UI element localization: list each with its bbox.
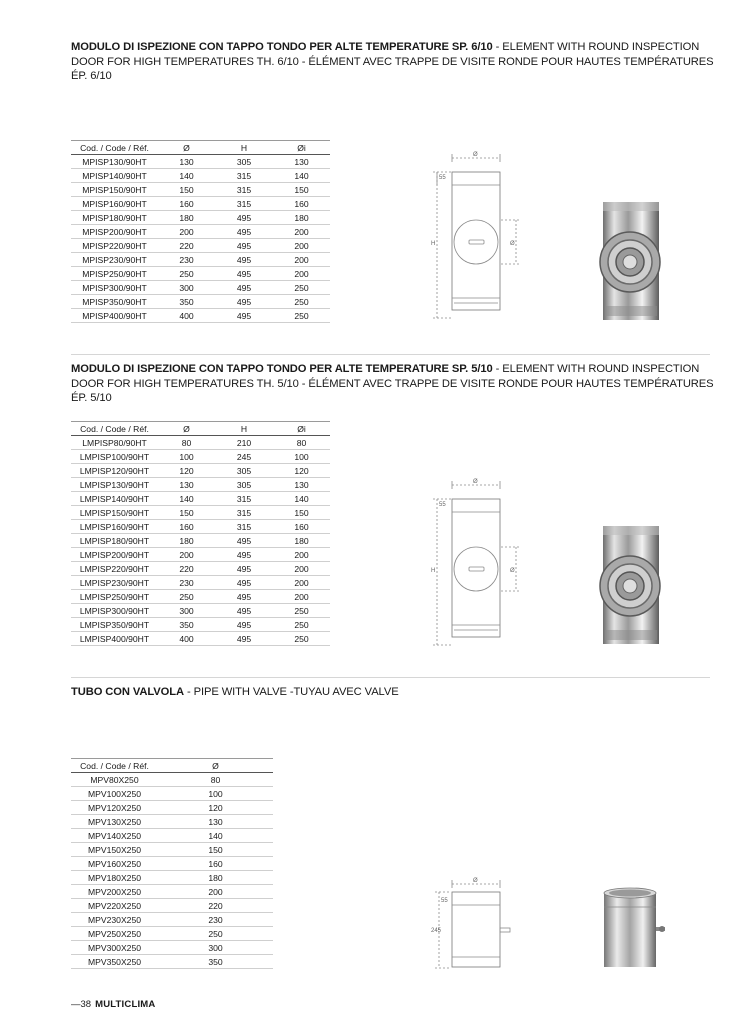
cell-value: 130 [158, 155, 215, 169]
cell-code: MPV130X250 [71, 815, 158, 829]
section-1-title-rest: - ELEMENT WITH ROUND INSPECTION DOOR FOR HIGH TEMPERATURES TH. 6/10 - ÉLÉMENT AVEC TRAPPE DE VISITE RONDE POUR HAUTES TEMPÉRATURES ÉP. 6/10 [71, 41, 714, 83]
cell-value: 495 [215, 225, 273, 239]
dim-h-label: H [431, 241, 436, 247]
table-row [71, 492, 330, 506]
cell-value: 495 [215, 211, 273, 225]
table-header-row [71, 759, 273, 773]
section-2-title-rest: - ELEMENT WITH ROUND INSPECTION DOOR FOR HIGH TEMPERATURES TH. 5/10 - ÉLÉMENT AVEC TRAPPE DE VISITE RONDE POUR HAUTES TEMPÉRATURES ÉP. 5/10 [71, 363, 714, 405]
table-row [71, 267, 330, 281]
section-1-table [71, 140, 330, 323]
cell-code: MPISP130/90HT [71, 155, 158, 169]
table-row [71, 955, 273, 969]
cell-value: 495 [215, 267, 273, 281]
section-1-product-photo [594, 198, 666, 325]
table-row [71, 899, 273, 913]
cell-value: 315 [215, 197, 273, 211]
cell-value: 350 [158, 618, 215, 632]
cell-code: MPISP230/90HT [71, 253, 158, 267]
table-row [71, 787, 273, 801]
cell-code: MPISP150/90HT [71, 183, 158, 197]
cell-value: 180 [158, 534, 215, 548]
section-divider [71, 677, 710, 678]
table-row [71, 464, 330, 478]
dim-top-label: Ø [473, 479, 478, 485]
cell-code: LMPISP150/90HT [71, 506, 158, 520]
cell-value: 350 [158, 955, 273, 969]
section-1-title-bold: MODULO DI ISPEZIONE CON TAPPO TONDO PER ALTE TEMPERATURE SP. 6/10 [71, 41, 493, 53]
table-row [71, 941, 273, 955]
section-2-product-photo [594, 522, 666, 649]
dim-d-label: Ø [510, 568, 515, 574]
dim-55-label: 55 [439, 175, 446, 181]
cell-code: LMPISP120/90HT [71, 464, 158, 478]
table-row [71, 857, 273, 871]
cell-value: 315 [215, 506, 273, 520]
table-row [71, 927, 273, 941]
cell-value: 250 [273, 295, 330, 309]
dim-55-label: 55 [439, 502, 446, 508]
cell-value: 495 [215, 281, 273, 295]
cell-code: MPV350X250 [71, 955, 158, 969]
table-row [71, 520, 330, 534]
cell-value: 250 [273, 309, 330, 323]
cell-code: MPV300X250 [71, 941, 158, 955]
cell-value: 140 [158, 169, 215, 183]
cell-value: 150 [158, 183, 215, 197]
cell-value: 150 [273, 183, 330, 197]
table-header-row [71, 141, 330, 155]
cell-value: 180 [273, 211, 330, 225]
cell-code: MPISP300/90HT [71, 281, 158, 295]
cell-value: 200 [273, 576, 330, 590]
col-diameter: Ø [158, 141, 215, 155]
col-diameter: Ø [158, 422, 215, 436]
cell-value: 400 [158, 309, 215, 323]
cell-code: MPV120X250 [71, 801, 158, 815]
cell-value: 250 [158, 590, 215, 604]
table-row [71, 913, 273, 927]
table-row [71, 506, 330, 520]
cell-value: 300 [158, 281, 215, 295]
cell-value: 150 [158, 843, 273, 857]
cell-code: LMPISP220/90HT [71, 562, 158, 576]
cell-code: LMPISP200/90HT [71, 548, 158, 562]
table-row [71, 211, 330, 225]
cell-value: 250 [158, 927, 273, 941]
cell-value: 315 [215, 169, 273, 183]
cell-value: 305 [215, 464, 273, 478]
cell-value: 230 [158, 576, 215, 590]
section-3-product-photo [600, 885, 666, 970]
dim-d-label: Ø [510, 241, 515, 247]
cell-value: 80 [158, 773, 273, 787]
cell-code: MPV180X250 [71, 871, 158, 885]
cell-value: 200 [158, 225, 215, 239]
cell-code: MPV140X250 [71, 829, 158, 843]
cell-value: 80 [273, 436, 330, 450]
section-3-title-rest: - PIPE WITH VALVE -TUYAU AVEC VALVE [183, 686, 399, 698]
cell-value: 300 [158, 941, 273, 955]
cell-value: 495 [215, 618, 273, 632]
cell-code: LMPISP100/90HT [71, 450, 158, 464]
cell-value: 495 [215, 576, 273, 590]
cell-value: 315 [215, 492, 273, 506]
cell-value: 495 [215, 604, 273, 618]
col-height: H [215, 141, 273, 155]
table-row [71, 562, 330, 576]
dim-top-label: Ø [473, 878, 478, 884]
cell-value: 160 [158, 520, 215, 534]
page-number: 38 [80, 999, 92, 1010]
cell-value: 315 [215, 520, 273, 534]
cell-value: 150 [273, 506, 330, 520]
cell-code: MPISP180/90HT [71, 211, 158, 225]
cell-value: 350 [158, 295, 215, 309]
cell-code: MPISP140/90HT [71, 169, 158, 183]
col-code: Cod. / Code / Réf. [71, 422, 158, 436]
cell-code: MPV230X250 [71, 913, 158, 927]
cell-value: 250 [273, 632, 330, 646]
cell-code: LMPISP350/90HT [71, 618, 158, 632]
col-height: H [215, 422, 273, 436]
cell-value: 495 [215, 590, 273, 604]
cell-value: 100 [158, 450, 215, 464]
cell-value: 495 [215, 548, 273, 562]
table-row [71, 815, 273, 829]
cell-value: 160 [158, 857, 273, 871]
cell-value: 305 [215, 478, 273, 492]
section-2-technical-drawing [425, 475, 540, 655]
table-row [71, 576, 330, 590]
col-inner-diameter: Øi [273, 141, 330, 155]
cell-value: 220 [158, 899, 273, 913]
cell-value: 495 [215, 295, 273, 309]
cell-value: 495 [215, 239, 273, 253]
table-row [71, 281, 330, 295]
table-row [71, 295, 330, 309]
cell-code: MPV100X250 [71, 787, 158, 801]
cell-code: LMPISP140/90HT [71, 492, 158, 506]
cell-value: 210 [215, 436, 273, 450]
cell-value: 200 [273, 548, 330, 562]
table-row [71, 183, 330, 197]
table-row [71, 548, 330, 562]
table-row [71, 197, 330, 211]
table-row [71, 155, 330, 169]
cell-code: MPISP220/90HT [71, 239, 158, 253]
section-1-heading [71, 40, 721, 84]
table-row [71, 829, 273, 843]
cell-code: LMPISP180/90HT [71, 534, 158, 548]
cell-code: LMPISP80/90HT [71, 436, 158, 450]
cell-code: LMPISP400/90HT [71, 632, 158, 646]
cell-value: 160 [158, 197, 215, 211]
col-diameter: Ø [158, 759, 273, 773]
col-code: Cod. / Code / Réf. [71, 141, 158, 155]
cell-code: MPV200X250 [71, 885, 158, 899]
cell-value: 180 [273, 534, 330, 548]
brand-name: MULTICLIMA [95, 999, 156, 1010]
section-3-technical-drawing [428, 874, 523, 972]
cell-value: 200 [273, 267, 330, 281]
cell-value: 120 [158, 801, 273, 815]
table-row [71, 871, 273, 885]
page-footer [71, 999, 155, 1010]
section-2-heading [71, 362, 721, 406]
table-row [71, 450, 330, 464]
cell-value: 400 [158, 632, 215, 646]
cell-code: MPV160X250 [71, 857, 158, 871]
table-row [71, 801, 273, 815]
table-row [71, 632, 330, 646]
table-row [71, 253, 330, 267]
cell-code: MPV220X250 [71, 899, 158, 913]
cell-value: 495 [215, 253, 273, 267]
cell-code: MPV250X250 [71, 927, 158, 941]
cell-code: MPISP160/90HT [71, 197, 158, 211]
table-row [71, 239, 330, 253]
cell-value: 140 [158, 492, 215, 506]
cell-value: 120 [158, 464, 215, 478]
section-2-table [71, 421, 330, 646]
section-3-table [71, 758, 273, 969]
table-row [71, 478, 330, 492]
cell-value: 250 [273, 281, 330, 295]
table-row [71, 885, 273, 899]
cell-code: MPV150X250 [71, 843, 158, 857]
cell-value: 100 [158, 787, 273, 801]
cell-value: 250 [158, 267, 215, 281]
cell-code: LMPISP300/90HT [71, 604, 158, 618]
dim-h-label: H [431, 568, 436, 574]
cell-value: 200 [273, 253, 330, 267]
cell-value: 495 [215, 562, 273, 576]
cell-value: 140 [158, 829, 273, 843]
cell-code: MPV80X250 [71, 773, 158, 787]
cell-code: MPISP200/90HT [71, 225, 158, 239]
cell-value: 130 [158, 478, 215, 492]
cell-value: 230 [158, 253, 215, 267]
dim-55-label: 55 [441, 898, 448, 904]
section-divider [71, 354, 710, 355]
section-3-heading [71, 685, 721, 700]
table-row [71, 225, 330, 239]
table-row [71, 309, 330, 323]
cell-value: 130 [273, 155, 330, 169]
cell-value: 140 [273, 492, 330, 506]
cell-value: 300 [158, 604, 215, 618]
cell-value: 80 [158, 436, 215, 450]
footer-dash: — [71, 999, 81, 1010]
cell-value: 180 [158, 871, 273, 885]
cell-value: 180 [158, 211, 215, 225]
cell-value: 250 [273, 618, 330, 632]
section-1-technical-drawing [425, 148, 540, 328]
table-row [71, 534, 330, 548]
cell-value: 120 [273, 464, 330, 478]
cell-value: 160 [273, 197, 330, 211]
cell-code: LMPISP160/90HT [71, 520, 158, 534]
cell-value: 130 [158, 815, 273, 829]
table-row [71, 436, 330, 450]
cell-code: LMPISP230/90HT [71, 576, 158, 590]
dim-h-label: 245 [431, 928, 442, 934]
cell-value: 200 [158, 548, 215, 562]
cell-value: 100 [273, 450, 330, 464]
cell-value: 200 [273, 590, 330, 604]
section-2-title-bold: MODULO DI ISPEZIONE CON TAPPO TONDO PER ALTE TEMPERATURE SP. 5/10 [71, 363, 493, 375]
cell-value: 495 [215, 632, 273, 646]
cell-value: 315 [215, 183, 273, 197]
cell-value: 200 [273, 562, 330, 576]
cell-value: 200 [273, 225, 330, 239]
cell-code: MPISP250/90HT [71, 267, 158, 281]
cell-value: 140 [273, 169, 330, 183]
table-row [71, 590, 330, 604]
cell-code: LMPISP130/90HT [71, 478, 158, 492]
table-row [71, 169, 330, 183]
cell-value: 200 [273, 239, 330, 253]
table-header-row [71, 422, 330, 436]
cell-code: MPISP400/90HT [71, 309, 158, 323]
dim-top-label: Ø [473, 152, 478, 158]
cell-value: 130 [273, 478, 330, 492]
cell-value: 245 [215, 450, 273, 464]
cell-code: MPISP350/90HT [71, 295, 158, 309]
cell-value: 220 [158, 239, 215, 253]
table-row [71, 843, 273, 857]
cell-value: 495 [215, 309, 273, 323]
cell-value: 230 [158, 913, 273, 927]
table-row [71, 604, 330, 618]
table-row [71, 773, 273, 787]
cell-value: 160 [273, 520, 330, 534]
col-code: Cod. / Code / Réf. [71, 759, 158, 773]
cell-value: 220 [158, 562, 215, 576]
cell-value: 305 [215, 155, 273, 169]
cell-value: 150 [158, 506, 215, 520]
cell-value: 495 [215, 534, 273, 548]
cell-code: LMPISP250/90HT [71, 590, 158, 604]
cell-value: 200 [158, 885, 273, 899]
section-3-title-bold: TUBO CON VALVOLA [71, 686, 184, 698]
col-inner-diameter: Øi [273, 422, 330, 436]
table-row [71, 618, 330, 632]
cell-value: 250 [273, 604, 330, 618]
